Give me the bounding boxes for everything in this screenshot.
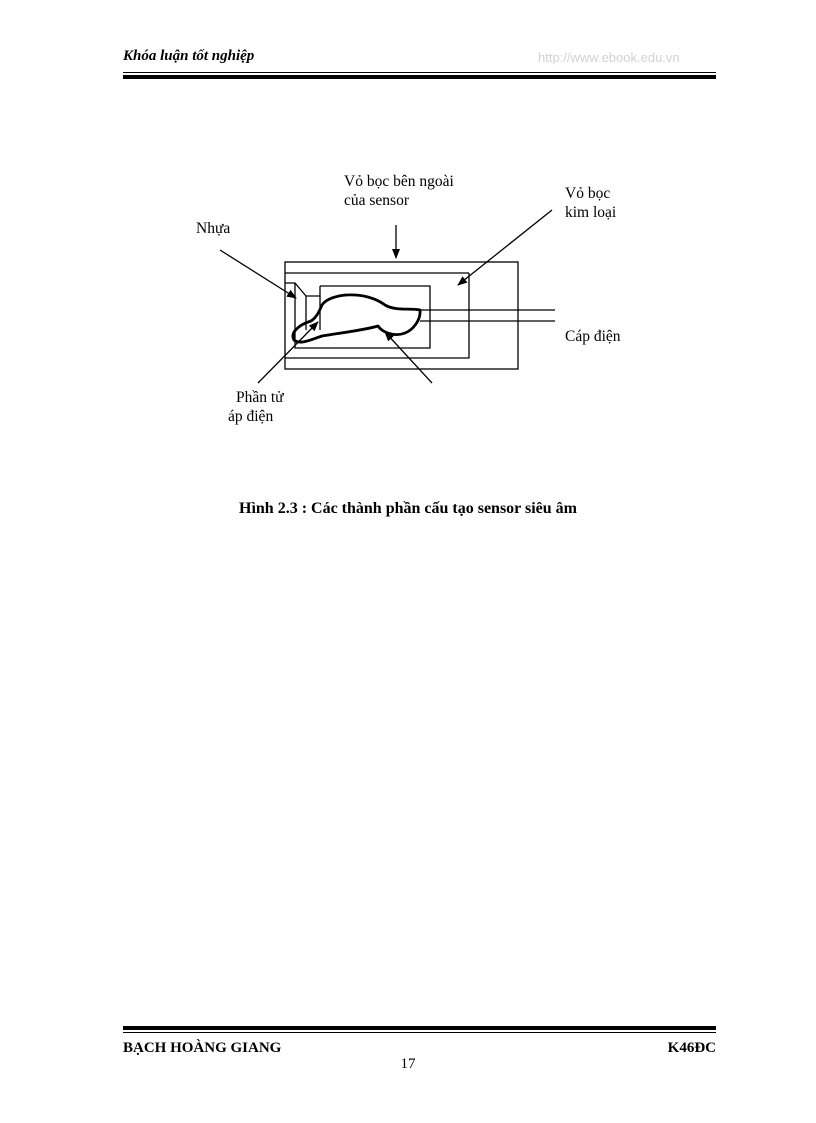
outer-shell-label-line1: Vỏ bọc bên ngoài xyxy=(344,173,454,190)
figure-caption: Hình 2.3 : Các thành phần cấu tạo sensor siêu âm xyxy=(239,500,577,517)
piezo-element xyxy=(293,295,420,342)
metal-shell-label-line1: Vỏ bọc xyxy=(565,185,611,202)
footer-class-code: K46ĐC xyxy=(667,1040,716,1056)
plastic-label: Nhựa xyxy=(196,220,231,237)
header-url[interactable]: http://www.ebook.edu.vn xyxy=(538,50,680,65)
outer-shell-label-line2: của sensor xyxy=(344,192,409,209)
metal-shell-label-line2: kim loại xyxy=(565,204,617,221)
sensor-diagram xyxy=(0,0,816,560)
page-number: 17 xyxy=(400,1056,416,1072)
cable-label: Cáp điện xyxy=(565,328,621,345)
piezo-label-line2: áp điện xyxy=(228,408,274,425)
footer-rule xyxy=(123,1026,716,1033)
footer-author: BẠCH HOÀNG GIANG xyxy=(123,1040,282,1056)
piezo-label-line1: Phần tử xyxy=(236,389,284,406)
piezo-arrow xyxy=(258,322,318,383)
metal-shell-arrow xyxy=(458,210,552,285)
header-title: Khóa luận tốt nghiệp xyxy=(123,48,255,64)
